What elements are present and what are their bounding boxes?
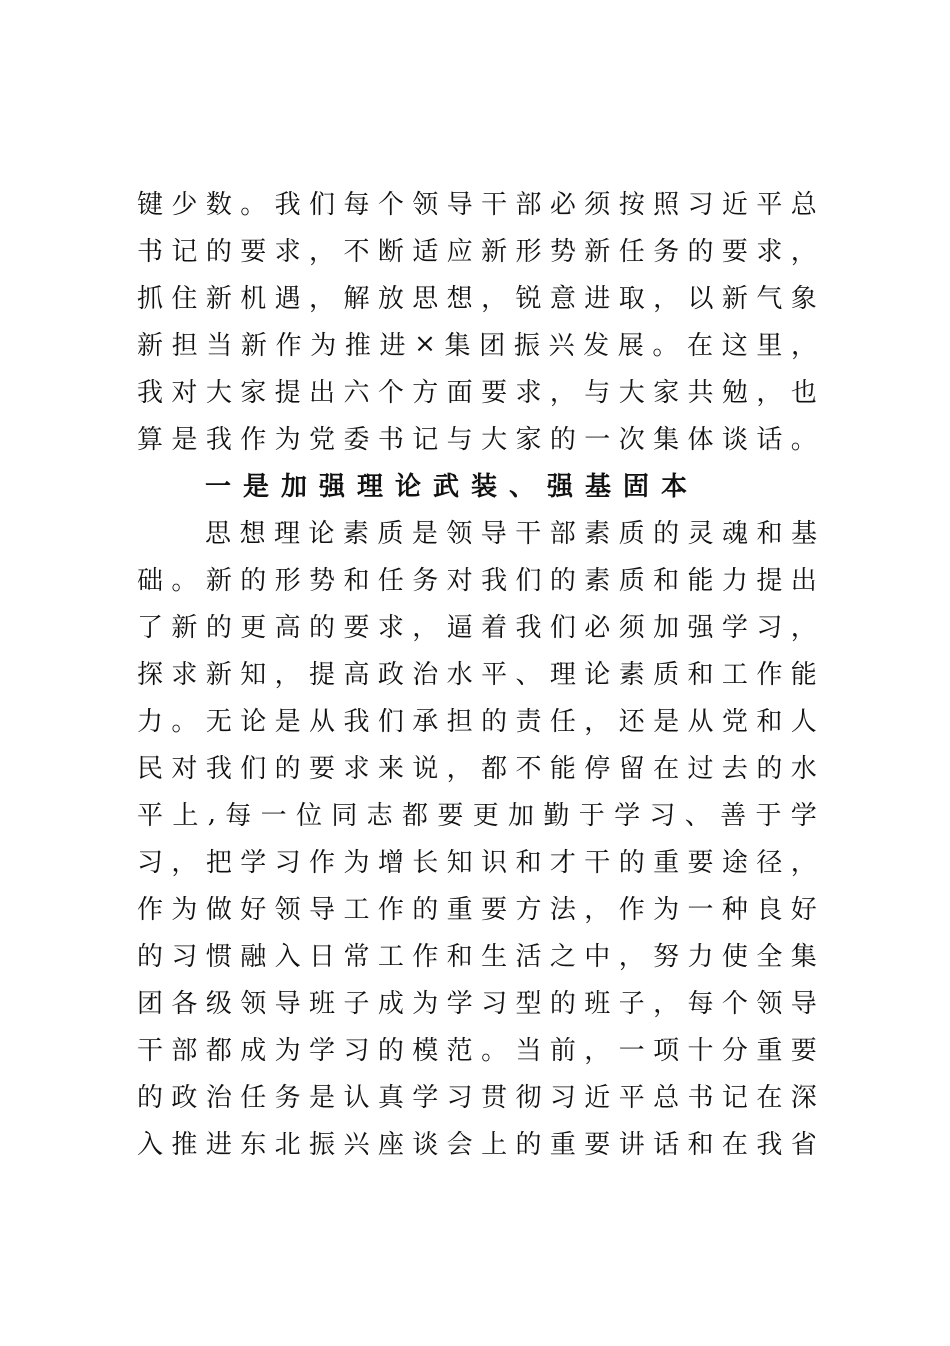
paragraph-line: 干 部 都 成 为 学 习 的 模 范 。 当 前 ， 一 项 十 分 重 要: [137, 1036, 817, 1066]
body-text: [137, 179, 817, 1166]
paragraph-line: 我 对 大 家 提 出 六 个 方 面 要 求 ， 与 大 家 共 勉 ， 也: [137, 378, 817, 408]
paragraph-line: 团 各 级 领 导 班 子 成 为 学 习 型 的 班 子 ， 每 个 领 导: [137, 989, 817, 1019]
paragraph-line: 础 。 新 的 形 势 和 任 务 对 我 们 的 素 质 和 能 力 提 出: [137, 566, 817, 596]
paragraph-line: 民 对 我 们 的 要 求 来 说 ， 都 不 能 停 留 在 过 去 的 水: [137, 754, 817, 784]
paragraph-line: 探 求 新 知 ， 提 高 政 治 水 平 、 理 论 素 质 和 工 作 能: [137, 660, 817, 690]
paragraph-line: 思 想 理 论 素 质 是 领 导 干 部 素 质 的 灵 魂 和 基: [205, 519, 817, 549]
paragraph-line: 的 习 惯 融 入 日 常 工 作 和 生 活 之 中 ， 努 力 使 全 集: [137, 942, 817, 972]
paragraph-line: 键 少 数 。 我 们 每 个 领 导 干 部 必 须 按 照 习 近 平 总: [137, 190, 817, 220]
paragraph-line: 作 为 做 好 领 导 工 作 的 重 要 方 法 ， 作 为 一 种 良 好: [137, 895, 817, 925]
paragraph-line: 力 。 无 论 是 从 我 们 承 担 的 责 任 ， 还 是 从 党 和 人: [137, 707, 817, 737]
paragraph-line: 入 推 进 东 北 振 兴 座 谈 会 上 的 重 要 讲 话 和 在 我 省: [137, 1130, 817, 1160]
paragraph-line: 平 上 , 每 一 位 同 志 都 要 更 加 勤 于 学 习 、 善 于 学: [137, 798, 817, 831]
paragraph-line: 算 是 我 作 为 党 委 书 记 与 大 家 的 一 次 集 体 谈 话 。: [137, 425, 817, 455]
paragraph-line: 了 新 的 更 高 的 要 求 ， 逼 着 我 们 必 须 加 强 学 习 ，: [137, 613, 817, 643]
paragraph-line: 的 政 治 任 务 是 认 真 学 习 贯 彻 习 近 平 总 书 记 在 深: [137, 1083, 817, 1113]
paragraph-line: 书 记 的 要 求 ， 不 断 适 应 新 形 势 新 任 务 的 要 求 ，: [137, 237, 817, 267]
paragraph-line: 新 担 当 新 作 为 推 进 × 集 团 振 兴 发 展 。 在 这 里 ，: [137, 328, 817, 361]
paragraph-line: 抓 住 新 机 遇 ， 解 放 思 想 ， 锐 意 进 取 ， 以 新 气 象: [137, 284, 817, 314]
paragraph-line: 习 ， 把 学 习 作 为 增 长 知 识 和 才 干 的 重 要 途 径 ，: [137, 848, 817, 878]
section-heading: 一是加强理论武装、强基固本: [205, 472, 700, 502]
